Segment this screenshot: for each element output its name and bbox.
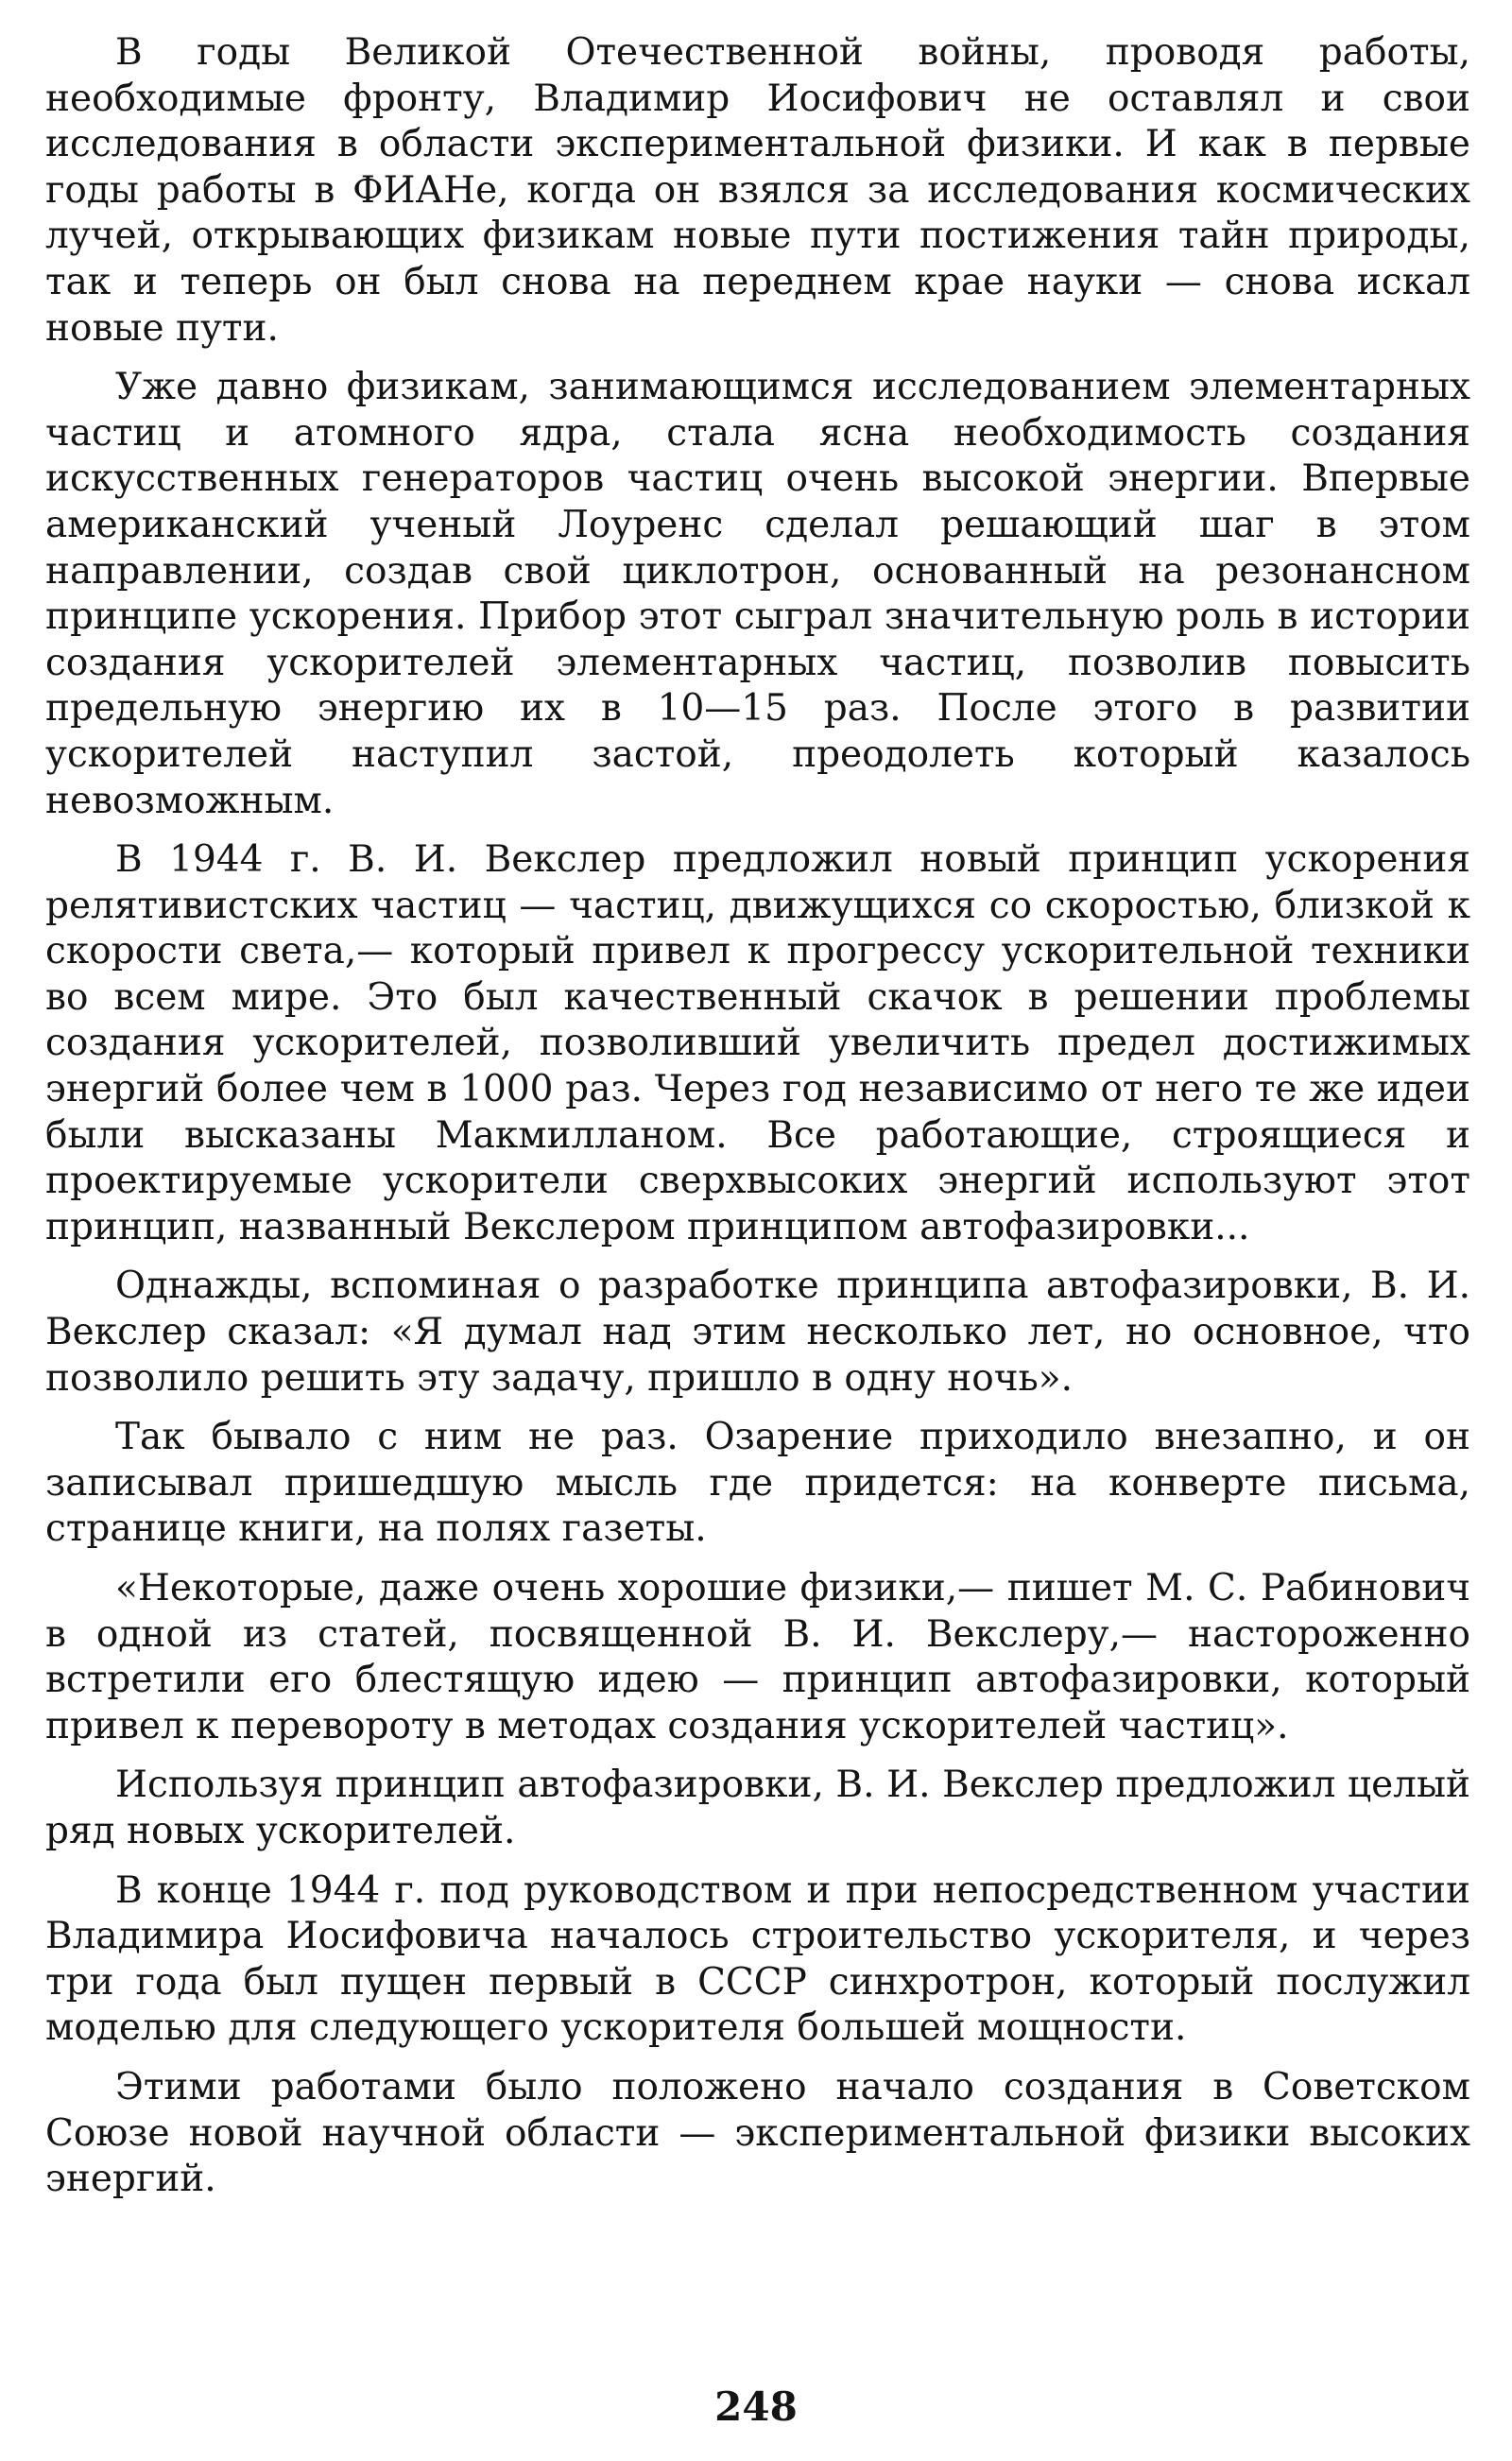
paragraph-2: Уже давно физикам, занимающимся исследованием элементарных частиц и атомного ядра, стала ясна необходимость создания искусственных генераторов частиц очень высокой энергии. Впервые американский ученый Лоуренс сделал решающий шаг в этом направлении, создав свой циклотрон, основанный на резонансном принципе ускорения. Прибор этот сыграл значительную роль в истории создания ускорителей элементарных частиц, позволив повысить предельную энергию их в 10—15 раз. После этого в развитии ускорителей наступил застой, преодолеть который казалось невозможным. (45, 366, 1470, 822)
paragraph-5: Так бывало с ним не раз. Озарение приходило внезапно, и он записывал пришедшую мысль где придется: на конверте письма, странице книги, на полях газеты. (45, 1416, 1470, 1551)
paragraph-6: «Некоторые, даже очень хорошие физики,— пишет М. С. Рабинович в одной из статей, посвященной В. И. Векслеру,— настороженно встретили его блестящую идею — принцип автофазировки, который привел к перевороту в методах создания ускорителей частиц». (45, 1567, 1470, 1747)
paragraph-8: В конце 1944 г. под руководством и при непосредственном участии Владимира Иосифовича началось строительство ускорителя, и через три года был пущен первый в СССР синхротрон, который послужил моделью для следующего ускорителя большей мощности. (45, 1868, 1470, 2050)
paragraph-3: В 1944 г. В. И. Векслер предложил новый принцип ускорения релятивистских частиц — частиц, движущихся со скоростью, близкой к скорости света,— который привел к прогрессу ускорительной техники во всем мире. Это был качественный скачок в решении проблемы создания ускорителей, позволивший увеличить предел достижимых энергий более чем в 1000 раз. Через год независимо от него те же идеи были высказаны Макмилланом. Все работающие, строящиеся и проектируемые ускорители сверхвысоких энергий используют этот принцип, названный Векслером принципом автофазировки... (45, 838, 1470, 1248)
paragraph-1: В годы Великой Отечественной войны, проводя работы, необходимые фронту, Владимир Иосифович не оставлял и свои исследования в области экспериментальной физики. И как в первые годы работы в ФИАНе, когда он взялся за исследования космических лучей, открывающих физикам новые пути постижения тайн природы, так и теперь он был снова на переднем крае науки — снова искал новые пути. (45, 31, 1470, 350)
body-text (45, 30, 1470, 2216)
paragraph-7: Используя принцип автофазировки, В. И. Векслер предложил целый ряд новых ускорителей. (45, 1764, 1470, 1852)
paragraph-4: Однажды, вспоминая о разработке принципа автофазировки, В. И. Векслер сказал: «Я думал над этим несколько лет, но основное, что позволило решить эту задачу, пришло в одну ночь». (45, 1265, 1470, 1400)
paragraph-9: Этими работами было положено начало создания в Советском Союзе новой научной области — экспериментальной физики высоких энергий. (45, 2065, 1470, 2201)
page-number: 248 (714, 2384, 798, 2430)
